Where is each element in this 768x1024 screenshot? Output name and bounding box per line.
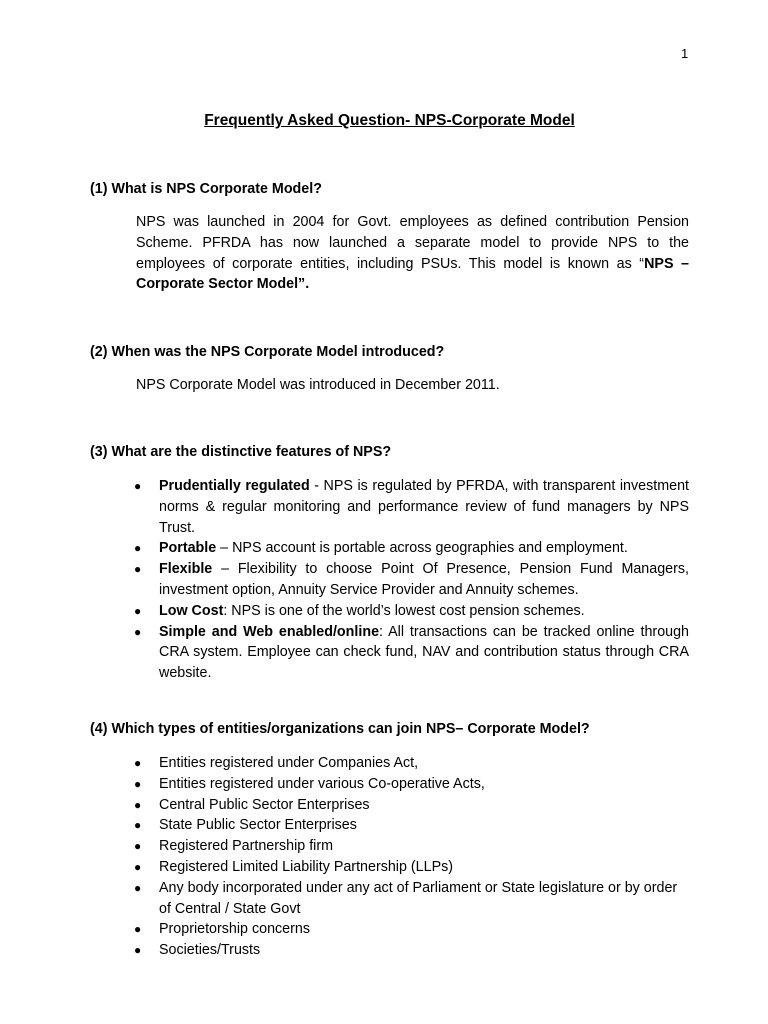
feature-term: Simple and Web enabled/online xyxy=(159,623,380,640)
feature-text: - NPS is regulated by PFRDA, with transparent investment norms & regular monitoring and performance review of fund managers by NPS Trust. xyxy=(159,478,689,536)
list-item xyxy=(134,622,689,684)
feature-term: Prudentially regulated xyxy=(159,478,310,494)
list-item xyxy=(134,774,689,795)
answer-1-bold: NPS – Corporate Sector Model”. xyxy=(136,255,689,293)
bullet-icon: ● xyxy=(134,776,142,791)
feature-term: Flexible xyxy=(159,561,213,578)
entity-text: Proprietorship concerns xyxy=(159,921,310,938)
entity-text: Registered Limited Liability Partnership (LLPs) xyxy=(159,858,454,875)
feature-term: Portable xyxy=(159,540,217,557)
entity-text: Central Public Sector Enterprises xyxy=(159,796,370,813)
list-item xyxy=(134,601,689,622)
list-item xyxy=(134,919,689,940)
bullet-icon: ● xyxy=(134,479,142,493)
bullet-icon: ● xyxy=(134,859,142,874)
page-number: 1 xyxy=(681,46,689,61)
list-item xyxy=(134,476,689,538)
bullet-icon: ● xyxy=(134,922,142,937)
list-item xyxy=(134,815,689,836)
feature-text: : NPS is one of the world’s lowest cost pension schemes. xyxy=(223,602,585,619)
entity-text: Any body incorporated under any act of Parliament or State legislature or by order of Central / State Govt xyxy=(159,879,678,917)
list-item xyxy=(134,559,689,601)
bullet-icon: ● xyxy=(134,880,142,895)
bullet-icon: ● xyxy=(134,756,142,770)
list-item xyxy=(134,878,689,920)
answer-1-text: NPS was launched in 2004 for Govt. employees as defined contribution Pension Scheme. PFRDA has now launched a separate model to provide NPS to the employees of corporate entities, including PSUs. This model is known as “ xyxy=(136,214,689,272)
bullet-icon: ● xyxy=(134,943,142,958)
list-item xyxy=(134,753,689,774)
feature-text: – NPS account is portable across geographies and employment. xyxy=(216,540,628,557)
feature-text: : All transactions can be tracked online through CRA system. Employee can check fund, NAV and contribution status through CRA website. xyxy=(159,623,689,682)
list-item xyxy=(134,538,689,559)
bullet-icon: ● xyxy=(134,818,142,833)
feature-term: Low Cost xyxy=(159,602,224,619)
entity-text: Societies/Trusts xyxy=(159,942,261,959)
entities-list xyxy=(134,753,689,961)
question-2: (2) When was the NPS Corporate Model introduced? xyxy=(90,344,445,360)
answer-2: NPS Corporate Model was introduced in December 2011. xyxy=(136,377,500,393)
features-list xyxy=(134,476,689,684)
answer-1 xyxy=(136,212,689,295)
list-item xyxy=(134,857,689,878)
list-item xyxy=(134,940,689,961)
entity-text: Entities registered under various Co-operative Acts, xyxy=(159,775,485,792)
question-3: (3) What are the distinctive features of NPS? xyxy=(90,444,392,460)
bullet-icon: ● xyxy=(134,624,142,639)
feature-text: – Flexibility to choose Point Of Presence, Pension Fund Managers, investment option, Annuity Service Provider and Annuity schemes. xyxy=(159,561,689,598)
bullet-icon: ● xyxy=(134,541,142,556)
question-1: (1) What is NPS Corporate Model? xyxy=(90,181,322,197)
bullet-icon: ● xyxy=(134,797,142,812)
bullet-icon: ● xyxy=(134,839,142,854)
question-4: (4) Which types of entities/organizations can join NPS– Corporate Model? xyxy=(90,721,590,737)
entity-text: State Public Sector Enterprises xyxy=(159,817,357,834)
list-item xyxy=(134,836,689,857)
bullet-icon: ● xyxy=(134,603,142,618)
bullet-icon: ● xyxy=(134,562,142,577)
list-item xyxy=(134,795,689,816)
entity-text: Registered Partnership firm xyxy=(159,838,334,855)
entity-text: Entities registered under Companies Act, xyxy=(159,755,419,771)
page-title: Frequently Asked Question- NPS-Corporate Model xyxy=(204,112,575,129)
